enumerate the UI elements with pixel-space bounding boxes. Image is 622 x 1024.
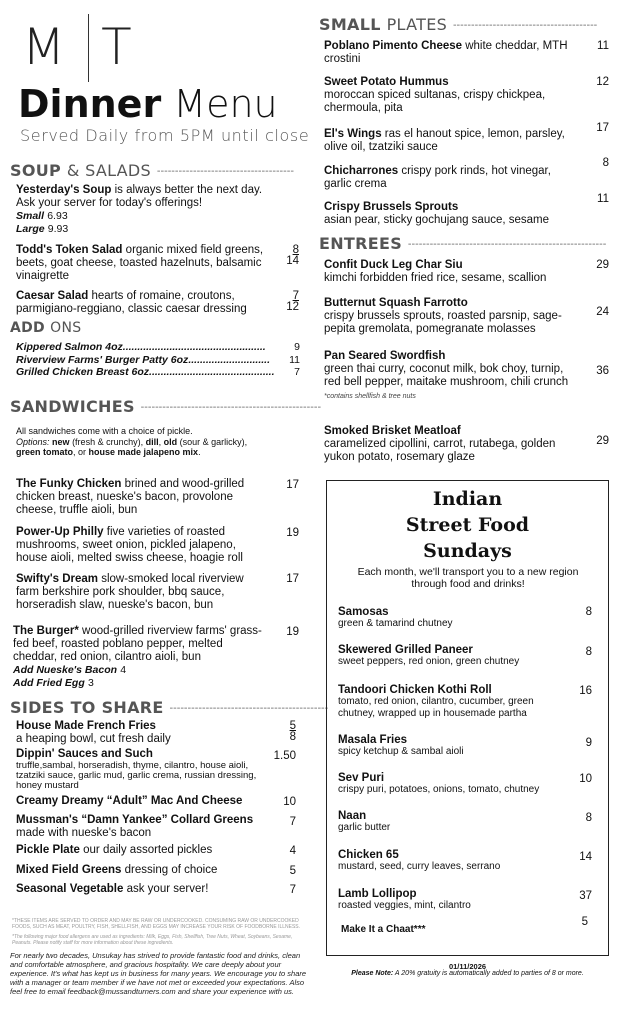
- indian-item-lamb-lollipop: [338, 888, 573, 912]
- item-desc: crispy pork rinds, hot vinegar, garlic crema: [324, 165, 551, 190]
- pickle-old: old: [163, 436, 178, 447]
- add-ons-list: [16, 341, 300, 379]
- item-desc: slow-smoked local riverview farm berkshire pork shoulder, bbq sauce, horseradish slaw, nueske's bacon, bun: [16, 573, 244, 611]
- item-name: Pan Seared Swordfish: [324, 350, 446, 362]
- page-title: [18, 82, 278, 126]
- menu-item-crispy-brussels-sprouts: [324, 201, 574, 227]
- menu-item-power-up-philly: [16, 526, 261, 565]
- item-desc: crispy brussels sprouts, roasted parsnip, sage-pepita gremolata, pomegranate molasses: [324, 310, 562, 335]
- add-on-item: [16, 354, 300, 367]
- item-name: Swifty's Dream: [16, 573, 98, 585]
- title-line: Sundays: [423, 540, 512, 562]
- menu-item-swordfish: [324, 350, 579, 403]
- menu-item-mixed-field-greens: [16, 864, 271, 877]
- menu-item-butternut-farrotto: [324, 297, 579, 336]
- sandwiches-heading: SANDWICHES: [10, 397, 135, 416]
- add-on-name: Riverview Farms' Burger Patty 6oz: [16, 353, 189, 366]
- item-desc: green thai curry, coconut milk, bok choy, turnip, red bell pepper, maitake mushroom, chili crunch: [324, 363, 569, 388]
- size-label-small: Small: [16, 210, 45, 222]
- pickle-dill: dill: [145, 436, 159, 447]
- leader-dots: .................................................: [122, 341, 266, 353]
- item-desc: wood-grilled riverview farms' grass-fed beef, roasted poblano pepper, melted cheddar, red onion, cilantro aioli, bun: [13, 625, 262, 663]
- entrees-heading-rule: -------------------------------------------------------: [407, 239, 607, 250]
- note-text: (sour & garlicky),: [177, 436, 248, 447]
- indian-item-paneer: [338, 644, 573, 668]
- add-on-name: Grilled Chicken Breast 6oz: [16, 366, 150, 378]
- price-french-fries: [276, 721, 296, 743]
- menu-item-funky-chicken: [16, 478, 261, 517]
- chaat-price: 5: [581, 916, 588, 928]
- menu-item-dippin-sauces: [16, 748, 266, 791]
- indian-item-masala-fries: [338, 734, 573, 758]
- price-large: 9.93: [47, 223, 69, 235]
- title-light: Menu: [173, 82, 278, 126]
- item-price: 19: [286, 626, 299, 638]
- item-price: 1.50: [273, 750, 296, 762]
- addons-heading-bold: ADD: [10, 320, 45, 336]
- item-price: 14: [579, 851, 592, 863]
- item-desc: ras el hanout spice, lemon, parsley, olive oil, tzatziki sauce: [324, 128, 565, 153]
- item-desc: crispy puri, potatoes, onions, tomato, chutney: [338, 784, 540, 795]
- price-full: 14: [286, 255, 299, 267]
- title-line: Street Food: [405, 514, 530, 536]
- item-name: Tandoori Chicken Kothi Roll: [338, 684, 492, 696]
- menu-item-yesterdays-soup: [16, 184, 286, 236]
- note-label: Please Note:: [351, 970, 394, 977]
- menu-item-swiftys-dream: [16, 573, 261, 612]
- burger-add-bacon: Add Nueske's Bacon: [13, 664, 118, 676]
- menu-item-seasonal-vegetable: [16, 883, 271, 896]
- item-name: Dippin' Sauces and Such: [16, 748, 153, 760]
- item-desc: a heaping bowl, cut fresh daily: [16, 733, 171, 745]
- item-desc: brined and wood-grilled chicken breast, nueske's bacon, provolone cheese, truffle aioli, bun: [16, 478, 245, 516]
- item-price: 17: [286, 573, 299, 585]
- title-line: Indian: [432, 488, 503, 510]
- indian-item-sev-puri: [338, 772, 573, 796]
- item-desc: mustard, seed, curry leaves, serrano: [338, 861, 501, 872]
- item-price: 11: [597, 40, 609, 52]
- note-text: All sandwiches come with a choice of pickle.: [16, 426, 193, 436]
- item-price: 11: [597, 193, 609, 205]
- item-desc: kimchi forbidden fried rice, sesame, scallion: [324, 272, 547, 284]
- logo-divider: [88, 14, 89, 82]
- sandwich-pickle-note: [16, 426, 296, 458]
- item-price: 10: [579, 773, 592, 785]
- sides-heading-rule: --------------------------------------------: [169, 703, 329, 714]
- indian-street-food-description: Each month, we'll transport you to a new region through food and drinks!: [357, 566, 579, 590]
- menu-item-french-fries: [16, 720, 266, 746]
- section-small-plates-heading: [319, 15, 597, 34]
- item-price: 5: [289, 865, 296, 877]
- indian-item-naan: [338, 810, 573, 834]
- note-text: (fresh & crunchy),: [69, 436, 146, 447]
- item-name: House Made French Fries: [16, 720, 156, 732]
- item-price: 10: [283, 796, 296, 808]
- item-price: 24: [596, 306, 609, 318]
- logo-letter-t: T: [101, 18, 134, 76]
- item-desc: hearts of romaine, croutons, parmigiano-reggiano, classic caesar dressing: [16, 290, 247, 315]
- item-desc: caramelized cipollini, carrot, rutabega, golden yukon potato, rosemary glaze: [324, 438, 556, 463]
- add-on-price: 7: [294, 366, 300, 378]
- title-bold: Dinner: [18, 82, 162, 126]
- item-desc: our daily assorted pickles: [83, 844, 213, 856]
- item-name: Samosas: [338, 606, 389, 618]
- menu-item-chicharrones: [324, 165, 574, 191]
- allergen-note: *contains shellfish & tree nuts: [324, 393, 416, 400]
- item-price: 8: [585, 646, 592, 658]
- item-name: El's Wings: [324, 128, 382, 140]
- menu-item-confit-duck: [324, 259, 579, 285]
- item-desc: truffle,sambal, horseradish, thyme, cilantro, house aioli, tzatziki sauce, garlic mud, garlic crema, russian dressing, honey mustard: [16, 760, 257, 791]
- item-desc: organic mixed field greens, beets, goat cheese, toasted hazelnuts, balsamic vinaigrette: [16, 244, 264, 282]
- item-desc: moroccan spiced sultanas, crispy chickpea, chermoula, pita: [324, 89, 546, 114]
- item-name: The Funky Chicken: [16, 478, 122, 490]
- menu-item-poblano-pimento-cheese: [324, 40, 574, 66]
- item-desc: green & tamarind chutney: [338, 618, 453, 629]
- price-full: 8: [289, 731, 296, 743]
- item-desc: made with nueske's bacon: [16, 827, 152, 839]
- item-desc: white cheddar, MTH crostini: [324, 40, 568, 65]
- add-on-item: [16, 366, 300, 379]
- price-todds-salad: [276, 245, 299, 267]
- price-small: 6.93: [47, 210, 68, 222]
- price-full: 12: [286, 301, 299, 313]
- menu-item-pickle-plate: [16, 844, 271, 857]
- burger-add-egg: Add Fried Egg: [13, 677, 85, 689]
- price-half: 5: [289, 720, 296, 732]
- item-name: Smoked Brisket Meatloaf: [324, 425, 461, 437]
- logo-letter-m: M: [22, 18, 68, 76]
- item-desc: spicy ketchup & sambal aioli: [338, 746, 464, 757]
- leader-dots: ............................: [188, 353, 270, 366]
- item-desc: Ask your server for today's offerings!: [16, 197, 203, 209]
- small-plates-heading-bold: SMALL: [319, 15, 381, 34]
- indian-street-food-title: [326, 486, 609, 564]
- menu-date: 01/11/2026: [448, 962, 487, 971]
- section-entrees-heading: [319, 234, 606, 253]
- leader-dots: ...........................................: [149, 366, 275, 378]
- item-name: Poblano Pimento Cheese: [324, 40, 463, 52]
- menu-item-els-wings: [324, 128, 574, 154]
- note-text: ,: [158, 436, 164, 447]
- item-name: Mixed Field Greens: [16, 864, 122, 876]
- indian-item-kothi-roll: [338, 684, 573, 720]
- note-text: .: [198, 447, 201, 457]
- item-price: 4: [289, 845, 296, 857]
- item-name: Creamy Dreamy “Adult” Mac And Cheese: [16, 795, 243, 807]
- allergen-notice: *The following major food allergens are used as ingredients: Milk, Eggs, Fish, Shellfish, Tree Nuts, Wheat, Soybeans, Sesame, Peanuts. Please notify staff for more information about these ingredients.: [12, 934, 293, 946]
- burger-add-egg-price: 3: [87, 677, 94, 689]
- item-desc: ask your server!: [126, 883, 209, 895]
- item-desc: tomato, red onion, cilantro, cucumber, green chutney, wrapped up in housemade partha: [338, 696, 534, 719]
- feedback-disclaimer: For nearly two decades, Unsukay has strived to provide fantastic food and drinks, clean and comfortable atmosphere, and gracious hospitality. We care deeply about your experience. It's what has kept us in business for many years. We encourage you to share with a manager or team member if we have not met or exceeded your expectations. Also feel free to email feedback@mussandturners.com and share your experience with us.: [10, 951, 307, 996]
- item-name: Butternut Squash Farrotto: [324, 297, 468, 309]
- item-name: Chicharrones: [324, 165, 399, 177]
- entrees-heading: ENTREES: [319, 234, 403, 253]
- item-name: Seasonal Vegetable: [16, 883, 124, 895]
- item-name: The Burger*: [13, 625, 79, 637]
- item-price: 8: [585, 812, 592, 824]
- item-price: 17: [286, 479, 299, 491]
- menu-item-the-burger: [13, 625, 263, 690]
- note-options-label: Options:: [16, 436, 50, 447]
- sides-heading: SIDES TO SHARE: [10, 698, 164, 717]
- item-price: 29: [596, 435, 609, 447]
- menu-item-sweet-potato-hummus: [324, 76, 574, 115]
- item-desc: five varieties of roasted mushrooms, sweet onion, pickled jalapeno, house aioli, melted swiss cheese, hoagie roll: [16, 526, 243, 564]
- indian-item-samosas: [338, 606, 573, 630]
- addons-heading-light: ONS: [50, 320, 82, 336]
- item-price: 9: [585, 737, 592, 749]
- item-price: 29: [596, 259, 609, 271]
- gratuity-note: [326, 970, 609, 977]
- menu-item-mac-and-cheese: [16, 795, 271, 808]
- small-plates-heading-light: PLATES: [386, 15, 448, 34]
- item-name: Power-Up Philly: [16, 526, 104, 538]
- menu-item-todds-token-salad: [16, 244, 266, 283]
- section-sides-heading: [10, 698, 328, 717]
- soup-heading-light: & SALADS: [66, 161, 151, 180]
- add-on-item: [16, 341, 300, 354]
- item-name: Masala Fries: [338, 734, 408, 746]
- menu-item-collard-greens: [16, 814, 271, 840]
- burger-add-bacon-price: 4: [120, 664, 127, 676]
- section-add-ons-heading: [10, 320, 81, 336]
- menu-item-caesar-salad: [16, 290, 271, 316]
- pickle-house-jalapeno: house made jalapeno mix: [88, 447, 199, 457]
- item-name: Todd's Token Salad: [16, 244, 123, 256]
- indian-item-chicken-65: [338, 849, 573, 873]
- note-text: A 20% gratuity is automatically added to parties of 8 or more.: [393, 970, 584, 977]
- item-price: 16: [579, 685, 592, 697]
- item-desc: asian pear, sticky gochujang sauce, sesame: [324, 214, 550, 226]
- item-desc: is always better the next day.: [111, 184, 263, 196]
- item-name: Pickle Plate: [16, 844, 80, 856]
- pickle-green-tomato: green tomato: [16, 447, 74, 457]
- small-plates-heading-rule: ----------------------------------------: [452, 20, 598, 31]
- item-price: 8: [585, 606, 592, 618]
- size-label-large: Large: [16, 223, 45, 235]
- item-name: Crispy Brussels Sprouts: [324, 201, 459, 213]
- item-desc: roasted veggies, mint, cilantro: [338, 900, 471, 911]
- item-price: 12: [596, 76, 609, 88]
- add-on-price: 11: [289, 353, 300, 366]
- item-name: Caesar Salad: [16, 290, 89, 302]
- item-desc: dressing of choice: [124, 864, 218, 876]
- item-price: 19: [286, 527, 299, 539]
- item-price: 7: [289, 816, 296, 828]
- sandwiches-heading-rule: --------------------------------------------------: [140, 402, 322, 413]
- note-text: , or: [73, 447, 89, 457]
- logo: [22, 12, 134, 82]
- add-on-price: 9: [294, 341, 300, 353]
- make-it-a-chaat: Make It a Chaat***: [341, 924, 426, 935]
- item-price: 37: [579, 890, 592, 902]
- item-name: Lamb Lollipop: [338, 888, 417, 900]
- item-name: Yesterday's Soup: [16, 184, 112, 196]
- section-sandwiches-heading: [10, 397, 321, 416]
- soup-heading-bold: SOUP: [10, 161, 62, 180]
- price-half: 8: [292, 244, 299, 256]
- section-soup-salads-heading: [10, 161, 294, 180]
- item-name: Sev Puri: [338, 772, 385, 784]
- menu-item-brisket-meatloaf: [324, 425, 579, 464]
- item-name: Naan: [338, 810, 367, 822]
- raw-food-warning: *THESE ITEMS ARE SERVED TO ORDER AND MAY BE RAW OR UNDERCOOKED. CONSUMING RAW OR UNDERCOOKED FOODS, SUCH AS MEAT, POULTRY, FISH, SHELLFISH, AND EGGS MAY INCREASE YOUR RISK OF FOODBORNE ILLNESS.: [12, 918, 301, 930]
- item-price: 7: [289, 884, 296, 896]
- price-caesar-salad: [276, 291, 299, 313]
- item-name: Sweet Potato Hummus: [324, 76, 449, 88]
- item-desc: garlic butter: [338, 822, 391, 833]
- item-desc: sweet peppers, red onion, green chutney: [338, 656, 520, 667]
- price-half: 7: [292, 290, 299, 302]
- item-price: 17: [596, 122, 609, 134]
- page-subtitle: Served Daily from 5PM until close: [20, 126, 310, 145]
- item-name: Skewered Grilled Paneer: [338, 644, 473, 656]
- item-name: Chicken 65: [338, 849, 399, 861]
- soup-heading-rule: --------------------------------------: [156, 166, 294, 177]
- item-name: Mussman's “Damn Yankee” Collard Greens: [16, 814, 254, 826]
- pickle-new: new: [52, 436, 70, 447]
- item-price: 8: [602, 157, 609, 169]
- item-name: Confit Duck Leg Char Siu: [324, 259, 463, 271]
- add-on-name: Kippered Salmon 4oz: [16, 341, 123, 353]
- item-price: 36: [596, 365, 609, 377]
